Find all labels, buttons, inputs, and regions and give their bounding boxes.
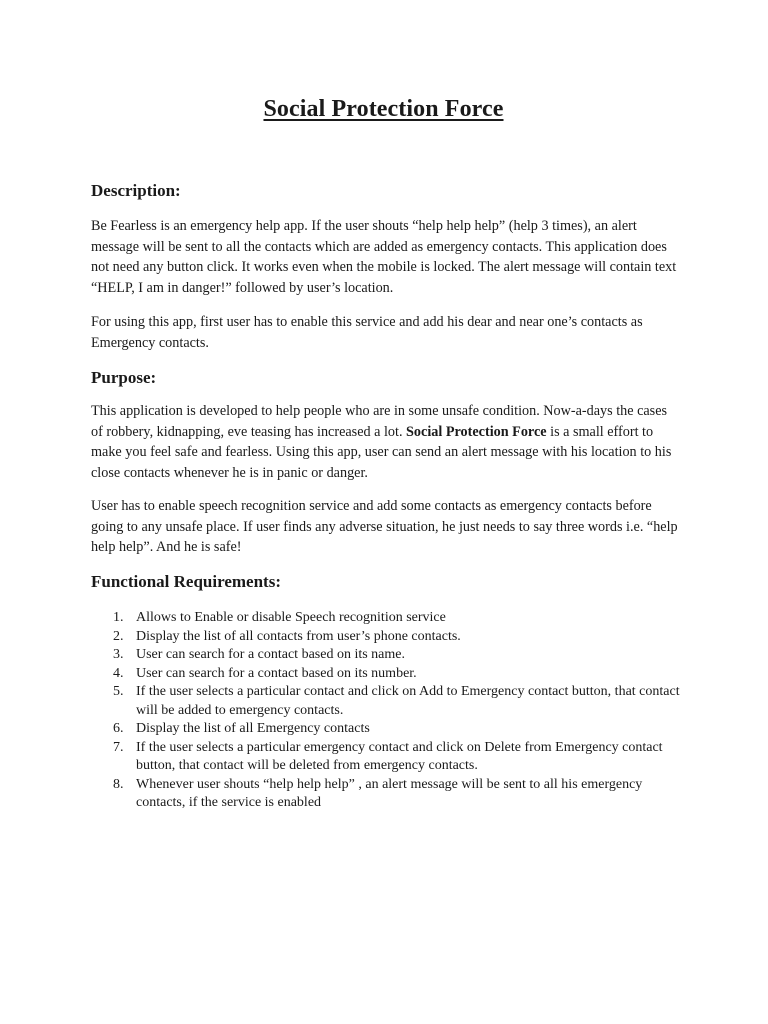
purpose-heading: Purpose: (91, 368, 157, 387)
requirements-heading: Functional Requirements: (91, 572, 281, 591)
list-item (91, 665, 681, 684)
purpose-paragraph-1 (91, 401, 681, 483)
list-item-text: Allows to Enable or disable Speech recognition service (136, 610, 446, 625)
list-item (91, 628, 681, 647)
list-item-number: 1. (113, 610, 124, 625)
list-item-text: User can search for a contact based on its name. (136, 647, 405, 662)
list-item-text: If the user selects a particular emergency contact and click on Delete from Emergency contact button, that contact will be deleted from emergency contacts. (136, 739, 663, 773)
list-item (91, 683, 681, 720)
list-item-text: User can search for a contact based on its number. (136, 665, 417, 681)
purpose-paragraph-2: User has to enable speech recognition service and add some contacts as emergency contacts before going to any unsafe place. If user finds any adverse situation, he just needs to say three words i.e. “help help help”. And he is safe! (91, 498, 678, 555)
page-title: Social Protection Force (263, 96, 504, 122)
list-item-number: 5. (113, 684, 124, 699)
list-item-text: Display the list of all contacts from user’s phone contacts. (136, 628, 461, 644)
list-item (91, 609, 681, 628)
list-item (91, 646, 681, 665)
requirements-list (91, 609, 681, 813)
purpose-text-after: is a small effort to make you feel safe and fearless. Using this app, user can send an alert message with his location to his close contacts whenever he is in panic or danger. (91, 423, 672, 481)
list-item-number: 3. (113, 647, 124, 662)
description-paragraph-2: For using this app, first user has to enable this service and add his dear and near one’s contacts as Emergency contacts. (91, 314, 643, 351)
list-item-text: If the user selects a particular contact and click on Add to Emergency contact button, that contact will be added to emergency contacts. (136, 684, 680, 718)
list-item-text: Whenever user shouts “help help help” , an alert message will be sent to all his emergency contacts, if the service is enabled (136, 776, 643, 810)
list-item-number: 4. (113, 665, 124, 681)
list-item (91, 776, 681, 813)
list-item (91, 739, 681, 776)
purpose-text-before: This application is developed to help people who are in some unsafe condition. Now-a-days the cases of robbery, kidnapping, eve teasing has increased a lot. (91, 403, 668, 440)
list-item-number: 8. (113, 776, 124, 792)
list-item (91, 720, 681, 739)
list-item-text: Display the list of all Emergency contacts (136, 721, 370, 736)
description-paragraph-1: Be Fearless is an emergency help app. If the user shouts “help help help” (help 3 times), an alert message will be sent to all the contacts which are added as emergency contacts. This application does not need any button click. It works even when the mobile is locked. The alert message will contain text “HELP, I am in danger!” followed by user’s location. (91, 218, 677, 296)
list-item-number: 6. (113, 721, 124, 736)
app-name-bold: Social Protection Force (406, 423, 547, 440)
list-item-number: 7. (113, 739, 124, 755)
description-heading: Description: (91, 181, 181, 200)
list-item-number: 2. (113, 628, 124, 644)
